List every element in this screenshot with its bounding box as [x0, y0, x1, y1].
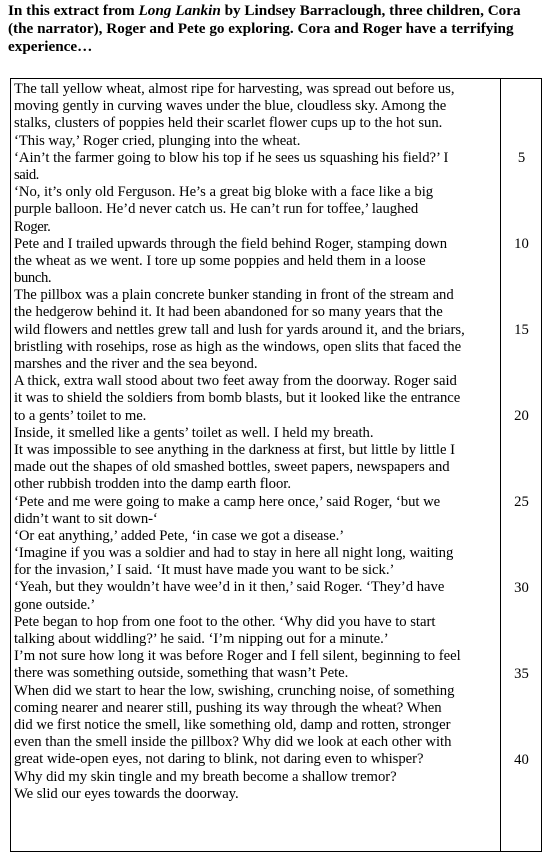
passage-line: Why did my skin tingle and my breath become a shallow tremor?	[14, 768, 397, 785]
line-number: 15	[514, 321, 529, 338]
passage-line: The tall yellow wheat, almost ripe for harvesting, was spread out before us,	[14, 81, 455, 97]
passage-line: I’m not sure how long it was before Roger and I fell silent, beginning to feel	[14, 648, 461, 665]
line-number: 5	[517, 149, 526, 166]
extract-passage	[14, 81, 500, 803]
intro-text-start: In this extract from	[8, 2, 139, 19]
passage-line: The pillbox was a plain concrete bunker standing in front of the stream and	[14, 287, 454, 304]
passage-line: ‘Yeah, but they wouldn’t have wee’d in it then,’ said Roger. ‘They’d have	[14, 579, 445, 596]
passage-line: It was impossible to see anything in the darkness at first, but little by little I	[14, 441, 455, 458]
passage-line: ‘Pete and me were going to make a camp here once,’ said Roger, ‘but we	[14, 493, 441, 510]
passage-line: to a gents’ toilet to me.	[14, 407, 147, 424]
passage-line: ‘This way,’ Roger cried, plunging into the wheat.	[14, 132, 301, 149]
passage-line: ‘Ain’t the farmer going to blow his top if he sees us squashing his field?’ I	[14, 149, 449, 166]
intro-heading	[8, 2, 546, 56]
passage-line: the hedgerow behind it. It had been abandoned for so many years that the	[14, 304, 443, 321]
line-number: 40	[514, 751, 529, 768]
line-number: 10	[514, 235, 529, 252]
passage-line: bristling with rosehips, rose as high as the windows, open slits that faced the	[14, 338, 462, 355]
passage-line: other rubbish trodden into the damp earth floor.	[14, 476, 291, 493]
passage-line: When did we start to hear the low, swishing, crunching noise, of something	[14, 682, 455, 699]
line-number: 30	[514, 579, 529, 596]
passage-line: moving gently in curving waves under the blue, cloudless sky. Among the	[14, 98, 447, 115]
line-number-divider	[500, 78, 501, 852]
passage-line: ‘Imagine if you was a soldier and had to stay in here all night long, waiting	[14, 545, 454, 562]
passage-line: Inside, it smelled like a gents’ toilet as well. I held my breath.	[14, 424, 374, 441]
passage-line: the wheat as we went. I tore up some poppies and held them in a loose	[14, 252, 426, 269]
passage-line: We slid our eyes towards the doorway.	[14, 785, 239, 802]
passage-line: coming nearer and nearer still, pushing its way through the wheat? When	[14, 699, 442, 716]
passage-line: even than the smell inside the pillbox? Why did we look at each other with	[14, 734, 452, 751]
passage-line: purple balloon. He’d never catch us. He can’t run for toffee,’ laughed	[14, 201, 419, 218]
passage-line: Roger.	[14, 218, 51, 235]
line-number: 35	[514, 665, 529, 682]
passage-line: talking about widdling?’ he said. ‘I’m nipping out for a minute.’	[14, 631, 389, 647]
intro-text-end: by Lindsey Barraclough, three children, Cora (the narrator), Roger and Pete go exploring. Cora and Roger have a terrifying experience…	[8, 2, 521, 55]
passage-line: bunch.	[14, 270, 52, 287]
passage-line: said.	[14, 166, 39, 183]
book-title: Long Lankin	[138, 2, 221, 19]
passage-line: Pete began to hop from one foot to the other. ‘Why did you have to start	[14, 613, 436, 630]
line-number: 25	[514, 493, 529, 510]
line-number: 20	[514, 407, 529, 424]
passage-line: marshes and the river and the sea beyond.	[14, 356, 258, 372]
passage-line: wild flowers and nettles grew tall and lush for yards around it, and the briars,	[14, 321, 465, 338]
passage-line: made out the shapes of old smashed bottles, sweet papers, newspapers and	[14, 459, 450, 476]
passage-line: Pete and I trailed upwards through the field behind Roger, stamping down	[14, 235, 448, 252]
passage-line: A thick, extra wall stood about two feet away from the doorway. Roger said	[14, 373, 457, 390]
passage-line: ‘No, it’s only old Ferguson. He’s a great big bloke with a face like a big	[14, 184, 434, 201]
passage-line: great wide-open eyes, not daring to blink, not daring even to whisper?	[14, 751, 424, 768]
passage-line: ‘Or eat anything,’ added Pete, ‘in case we got a disease.’	[14, 527, 345, 544]
passage-line: gone outside.’	[14, 596, 96, 613]
passage-line: didn’t want to sit down-‘	[14, 510, 158, 527]
passage-line: stalks, clusters of poppies held their scarlet flower cups up to the hot sun.	[14, 115, 443, 132]
passage-line: there was something outside, something that wasn’t Pete.	[14, 665, 349, 682]
passage-line: it was to shield the soldiers from bomb blasts, but it looked like the entrance	[14, 390, 461, 407]
passage-line: did we first notice the smell, like something old, damp and rotten, stronger	[14, 716, 451, 733]
passage-line: for the invasion,’ I said. ‘It must have made you want to be sick.’	[14, 562, 395, 579]
